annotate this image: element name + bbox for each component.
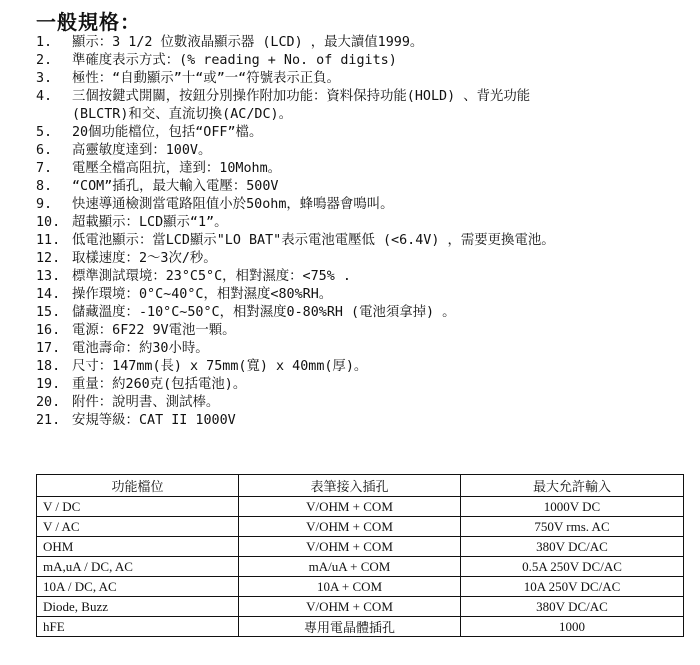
spec-item: [36, 394, 696, 412]
spec-text: 低電池顯示：當LCD顯示"LO BAT"表示電池電壓低 (<6.4V) ，需要更換電池。: [72, 233, 555, 248]
spec-text-continued: (BLCTR)和交、直流切換(AC/DC)。: [72, 107, 292, 122]
spec-item: [36, 196, 696, 214]
spec-text: “COM”插孔，最大輸入電壓：500V: [72, 179, 279, 194]
cell-function: OHM: [37, 537, 239, 557]
input-limits-table: [36, 474, 684, 637]
cell-function: V / AC: [37, 517, 239, 537]
spec-item: [36, 358, 696, 376]
table-row: [37, 497, 684, 517]
spec-text: 尺寸：147mm(長) x 75mm(寬) x 40mm(厚)。: [72, 359, 368, 374]
spec-text: 安規等級：CAT II 1000V: [72, 413, 236, 428]
spec-number: 21.: [36, 413, 61, 428]
table-header-row: [37, 475, 684, 497]
spec-number: 8.: [36, 179, 53, 194]
spec-number: 2.: [36, 53, 53, 68]
spec-item: [36, 70, 696, 88]
cell-function: hFE: [37, 617, 239, 637]
spec-text: 顯示：3 1/2 位數液晶顯示器 (LCD) ，最大讀值1999。: [72, 35, 424, 50]
spec-number: 1.: [36, 35, 53, 50]
spec-text: 20個功能檔位，包括“OFF”檔。: [72, 125, 263, 140]
header-input-jack: 表筆接入插孔: [239, 475, 461, 497]
spec-number: 20.: [36, 395, 61, 410]
spec-text: 三個按鍵式開關，按鈕分別操作附加功能：資料保持功能(HOLD) 、背光功能: [72, 89, 531, 104]
spec-text: 快速導通檢測當電路阻值小於50ohm，蜂鳴器會鳴叫。: [72, 197, 394, 212]
spec-item: [36, 232, 696, 250]
spec-item: [36, 250, 696, 268]
spec-number: 5.: [36, 125, 53, 140]
spec-text: 高靈敏度達到：100V。: [72, 143, 212, 158]
cell-max-input: 380V DC/AC: [461, 597, 684, 617]
cell-max-input: 10A 250V DC/AC: [461, 577, 684, 597]
spec-text: 重量：約260克(包括電池)。: [72, 377, 247, 392]
spec-number: 16.: [36, 323, 61, 338]
spec-number: 15.: [36, 305, 61, 320]
cell-function: 10A / DC, AC: [37, 577, 239, 597]
spec-text: 操作環境：0°C~40°C，相對濕度<80%RH。: [72, 287, 333, 302]
spec-number: 13.: [36, 269, 61, 284]
spec-number: 12.: [36, 251, 61, 266]
cell-max-input: 1000V DC: [461, 497, 684, 517]
spec-text: 附件：說明書、測試棒。: [72, 395, 220, 410]
table-row: [37, 537, 684, 557]
header-max-input: 最大允許輸入: [461, 475, 684, 497]
cell-jack: V/OHM + COM: [239, 597, 461, 617]
cell-jack: V/OHM + COM: [239, 517, 461, 537]
spec-item: [36, 34, 696, 52]
table-row: [37, 577, 684, 597]
spec-item: [36, 124, 696, 142]
spec-number: 9.: [36, 197, 53, 212]
spec-item: [36, 322, 696, 340]
spec-item: [36, 376, 696, 394]
spec-number: 14.: [36, 287, 61, 302]
spec-text: 儲藏溫度：-10°C~50°C，相對濕度0-80%RH (電池須拿掉) 。: [72, 305, 456, 320]
spec-item: [36, 52, 696, 70]
cell-function: Diode, Buzz: [37, 597, 239, 617]
spec-text: 電源：6F22 9V電池一顆。: [72, 323, 236, 338]
spec-text: 取樣速度：2～3次/秒。: [72, 251, 217, 266]
spec-list: [36, 34, 696, 430]
spec-number: 3.: [36, 71, 53, 86]
header-function-range: 功能檔位: [37, 475, 239, 497]
spec-item: [36, 88, 696, 124]
spec-number: 4.: [36, 89, 53, 104]
spec-text: 準確度表示方式：(% reading + No. of digits): [72, 53, 397, 68]
table-row: [37, 557, 684, 577]
cell-jack: V/OHM + COM: [239, 537, 461, 557]
cell-function: mA,uA / DC, AC: [37, 557, 239, 577]
section-heading: 一般規格：: [36, 10, 141, 34]
spec-text: 標準測試環境：23°C5°C，相對濕度：<75% .: [72, 269, 351, 284]
spec-number: 11.: [36, 233, 61, 248]
spec-item: [36, 304, 696, 322]
table-row: [37, 517, 684, 537]
spec-item: [36, 268, 696, 286]
spec-item: [36, 412, 696, 430]
table-row: [37, 597, 684, 617]
spec-item: [36, 340, 696, 358]
spec-text: 電壓全檔高阻抗，達到：10Mohm。: [72, 161, 282, 176]
spec-item: [36, 142, 696, 160]
spec-text: 極性：“自動顯示”十“或”一“符號表示正負。: [72, 71, 340, 86]
spec-number: 18.: [36, 359, 61, 374]
spec-item: [36, 214, 696, 232]
cell-max-input: 1000: [461, 617, 684, 637]
cell-max-input: 380V DC/AC: [461, 537, 684, 557]
table-row: [37, 617, 684, 637]
cell-max-input: 0.5A 250V DC/AC: [461, 557, 684, 577]
spec-item: [36, 178, 696, 196]
cell-jack: 10A + COM: [239, 577, 461, 597]
spec-number: 10.: [36, 215, 61, 230]
spec-text: 電池壽命：約30小時。: [72, 341, 209, 356]
spec-number: 19.: [36, 377, 61, 392]
cell-function: V / DC: [37, 497, 239, 517]
spec-text: 超載顯示：LCD顯示“1”。: [72, 215, 228, 230]
spec-number: 7.: [36, 161, 53, 176]
spec-item: [36, 160, 696, 178]
spec-item: [36, 286, 696, 304]
spec-number: 6.: [36, 143, 53, 158]
cell-max-input: 750V rms. AC: [461, 517, 684, 537]
cell-jack: V/OHM + COM: [239, 497, 461, 517]
cell-jack: mA/uA + COM: [239, 557, 461, 577]
spec-number: 17.: [36, 341, 61, 356]
cell-jack: 專用電晶體插孔: [239, 617, 461, 637]
